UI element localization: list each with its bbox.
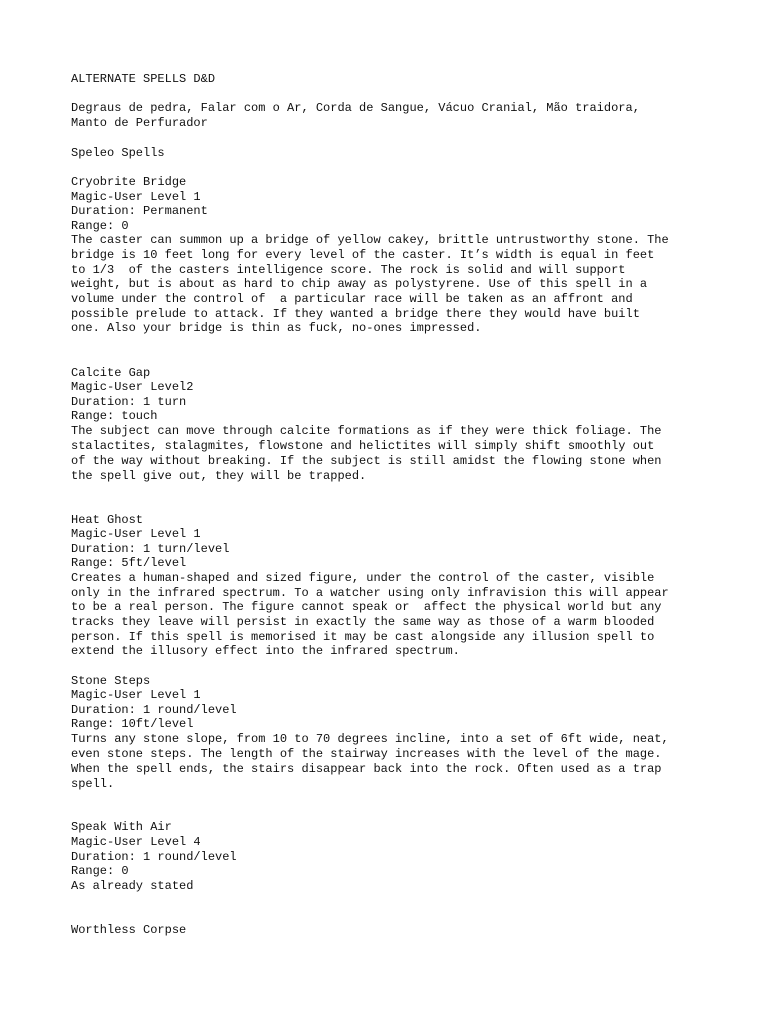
section-heading: Speleo Spells — [71, 146, 165, 160]
spell-description-line: The caster can summon up a bridge of yellow cakey, brittle untrustworthy stone. The — [71, 233, 669, 247]
spell-description-line: even stone steps. The length of the stairway increases with the level of the mage. — [71, 747, 662, 761]
spell-description-line: to 1/3 of the casters intelligence score. The rock is solid and will support — [71, 263, 626, 277]
spell-description-line: to be a real person. The figure cannot speak or affect the physical world but any — [71, 600, 662, 614]
intro-line-2: Manto de Perfurador — [71, 116, 208, 130]
spell-description-line: Turns any stone slope, from 10 to 70 degrees incline, into a set of 6ft wide, neat, — [71, 732, 669, 746]
spell-description-line: spell. — [71, 777, 115, 791]
spell-description-line: only in the infrared spectrum. To a watcher using only infravision this will appear — [71, 586, 669, 600]
spell-range: Range: 5ft/level — [71, 556, 187, 570]
spell-range: Range: touch — [71, 409, 158, 423]
intro-line-1: Degraus de pedra, Falar com o Ar, Corda de Sangue, Vácuo Cranial, Mão traidora, — [71, 101, 640, 115]
spell-range: Range: 10ft/level — [71, 717, 194, 731]
spell-name: Speak With Air — [71, 820, 172, 834]
spell-description-line: The subject can move through calcite formations as if they were thick foliage. The — [71, 424, 662, 438]
spell-description-line: extend the illusory effect into the infrared spectrum. — [71, 644, 460, 658]
spell-duration: Duration: 1 round/level — [71, 703, 237, 717]
spell-description-line: Creates a human-shaped and sized figure, under the control of the caster, visible — [71, 571, 655, 585]
spell-description-line: weight, but is about as hard to chip away as polystyrene. Use of this spell in a — [71, 277, 648, 291]
spell-range: Range: 0 — [71, 864, 129, 878]
spell-duration: Duration: 1 turn/level — [71, 542, 230, 556]
document-title: ALTERNATE SPELLS D&D — [71, 72, 216, 86]
spell-level: Magic-User Level 1 — [71, 190, 201, 204]
spell-description-line: stalactites, stalagmites, flowstone and helictites will simply shift smoothly out — [71, 439, 655, 453]
spell-level: Magic-User Level2 — [71, 380, 194, 394]
spell-name: Stone Steps — [71, 674, 151, 688]
spell-description-line: tracks they leave will persist in exactly the same way as those of a warm blooded — [71, 615, 655, 629]
spell-level: Magic-User Level 4 — [71, 835, 201, 849]
spell-description-line: volume under the control of a particular race will be taken as an affront and — [71, 292, 633, 306]
spell-duration: Duration: Permanent — [71, 204, 208, 218]
spell-description-line: person. If this spell is memorised it may be cast alongside any illusion spell to — [71, 630, 655, 644]
spell-range: Range: 0 — [71, 219, 129, 233]
spell-description-line: When the spell ends, the stairs disappear back into the rock. Often used as a trap — [71, 762, 662, 776]
spell-name: Cryobrite Bridge — [71, 175, 187, 189]
spell-description-line: As already stated — [71, 879, 194, 893]
spell-description-line: one. Also your bridge is thin as fuck, no-ones impressed. — [71, 321, 482, 335]
spell-description-line: the spell give out, they will be trapped. — [71, 469, 367, 483]
spell-description-line: possible prelude to attack. If they wanted a bridge there they would have built — [71, 307, 640, 321]
spell-level: Magic-User Level 1 — [71, 527, 201, 541]
spell-description-line: of the way without breaking. If the subject is still amidst the flowing stone when — [71, 454, 662, 468]
spell-duration: Duration: 1 round/level — [71, 850, 237, 864]
spell-duration: Duration: 1 turn — [71, 395, 187, 409]
spell-name: Calcite Gap — [71, 366, 151, 380]
spell-name: Worthless Corpse — [71, 923, 187, 937]
spell-name: Heat Ghost — [71, 513, 144, 527]
spell-description-line: bridge is 10 feet long for every level of the caster. It’s width is equal in feet — [71, 248, 655, 262]
spell-level: Magic-User Level 1 — [71, 688, 201, 702]
